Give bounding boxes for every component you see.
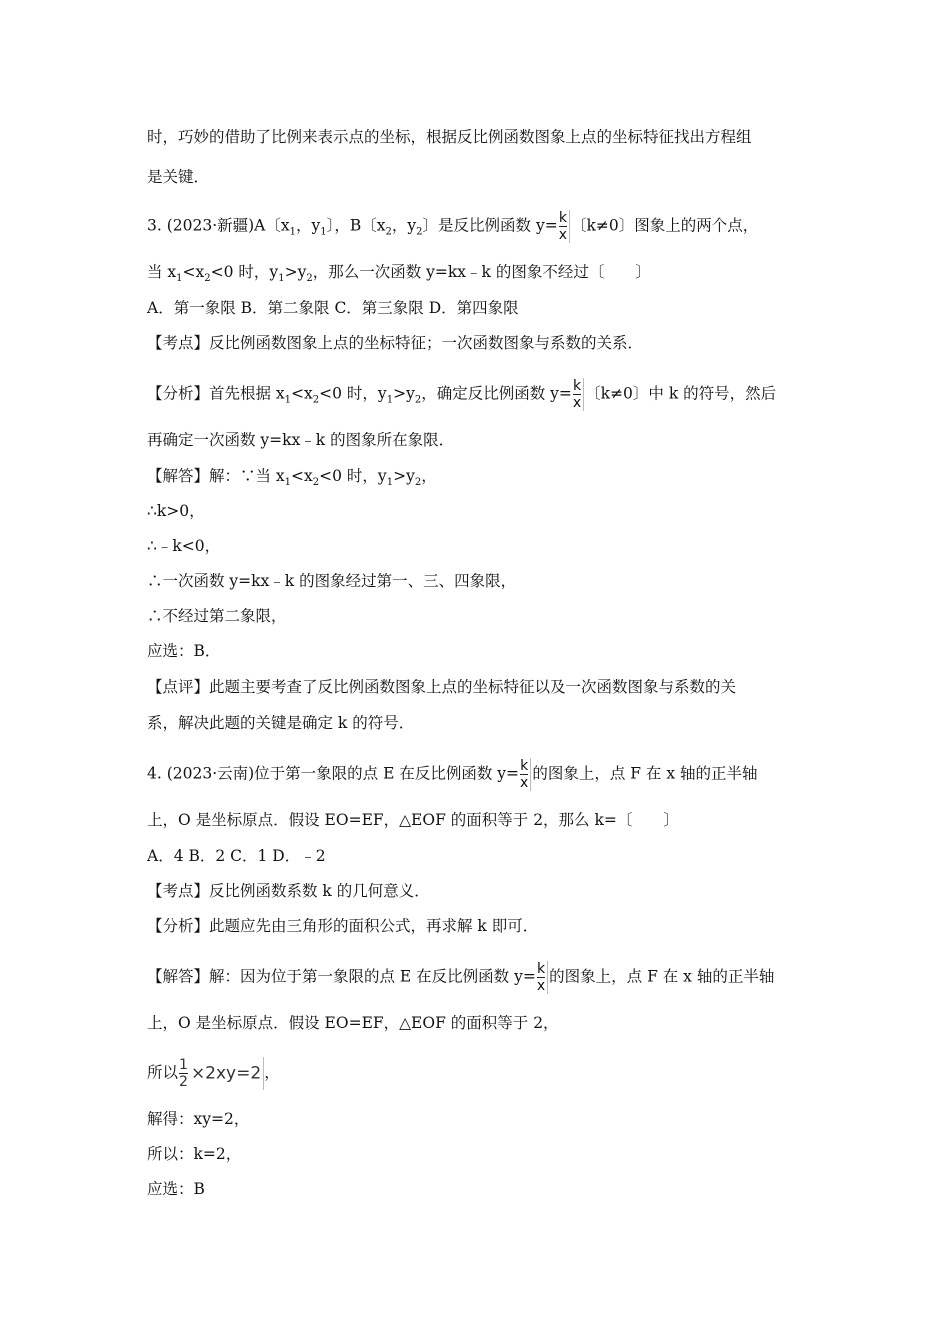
solution-step: ∴一次函数 y=kx﹣k 的图象经过第一、三、四象限， bbox=[147, 572, 517, 590]
solution-answer: 应选：B． bbox=[147, 642, 221, 660]
solution-step: ∴﹣k<0， bbox=[147, 537, 221, 555]
question-4-stem-cont: 上，O 是坐标原点．假设 EO=EF，△EOF 的面积等于 2，那么 k=〔 〕 bbox=[147, 811, 679, 829]
solution-step: 所以：k=2， bbox=[147, 1145, 242, 1163]
question-3-stem-cont: 当 $x_1<x_2<0$ 时，$y_1>y_2$，那么一次函数 y=kx﹣k 的图象不经过〔 〕 bbox=[147, 263, 651, 285]
question-4-solution-cont: 上，O 是坐标原点．假设 EO=EF，△EOF 的面积等于 2， bbox=[147, 1014, 559, 1032]
equation-half-times-2xy: $\frac{1}{2}$ ×2xy=2 bbox=[178, 1057, 264, 1090]
question-3-analysis: 【分析】首先根据 $x_1<x_2<0$ 时，$y_1>y_2$，确定反比例函数 y= $\frac{k}{x}$ 〔k≠0〕中 k 的符号，然后 bbox=[147, 378, 777, 411]
question-4-equation: 所以 $\frac{1}{2}$ ×2xy=2 ， bbox=[147, 1057, 280, 1090]
text-line: 时，巧妙的借助了比例来表示点的坐标，根据反比例函数图象上点的坐标特征找出方程组 bbox=[147, 128, 752, 146]
question-4-analysis: 【分析】此题应先由三角形的面积公式，再求解 k 即可． bbox=[147, 917, 539, 935]
question-3-options: A．第一象限 B．第二象限 C．第三象限 D．第四象限 bbox=[147, 299, 519, 317]
question-3-stem: 3. (2023·新疆)A〔$x_1$，$y_1$〕，B〔$x_2$，$y_2$〕是反比例函数 y= $\frac{k}{x}$ 〔k≠0〕图象上的两个点， bbox=[147, 210, 759, 243]
question-4-stem: 4. (2023·云南)位于第一象限的点 E 在反比例函数 y= $\frac{k}{x}$ 的图象上，点 F 在 x 轴的正半轴 bbox=[147, 758, 758, 791]
fraction-k-over-x: $\frac{k}{x}$ bbox=[559, 210, 570, 243]
question-3-analysis-cont: 再确定一次函数 y=kx﹣k 的图象所在象限． bbox=[147, 431, 455, 449]
solution-step: ∴k>0， bbox=[147, 502, 205, 520]
fraction-k-over-x: $\frac{k}{x}$ bbox=[537, 961, 548, 994]
solution-step: ∴不经过第二象限， bbox=[147, 607, 287, 625]
question-4-kaodian: 【考点】反比例函数系数 k 的几何意义． bbox=[147, 882, 430, 900]
text-line: 是关键． bbox=[147, 168, 210, 186]
fraction-k-over-x: $\frac{k}{x}$ bbox=[520, 758, 531, 791]
question-4-solution: 【解答】解：因为位于第一象限的点 E 在反比例函数 y= $\frac{k}{x}$ 的图象上，点 F 在 x 轴的正半轴 bbox=[147, 961, 775, 994]
question-4-options: A．4 B．2 C．1 D．﹣2 bbox=[147, 847, 326, 865]
question-3-solution: 【解答】解：∵当 $x_1<x_2<0$ 时，$y_1>y_2$， bbox=[147, 467, 437, 489]
fraction-k-over-x: $\frac{k}{x}$ bbox=[573, 378, 584, 411]
question-3-comment: 【点评】此题主要考查了反比例函数图象上点的坐标特征以及一次函数图象与系数的关 bbox=[147, 678, 737, 696]
question-3-comment-cont: 系，解决此题的关键是确定 k 的符号． bbox=[147, 714, 415, 732]
solution-answer: 应选：B bbox=[147, 1180, 205, 1198]
solution-step: 解得：xy=2， bbox=[147, 1110, 250, 1128]
question-3-kaodian: 【考点】反比例函数图象上点的坐标特征；一次函数图象与系数的关系． bbox=[147, 334, 644, 352]
